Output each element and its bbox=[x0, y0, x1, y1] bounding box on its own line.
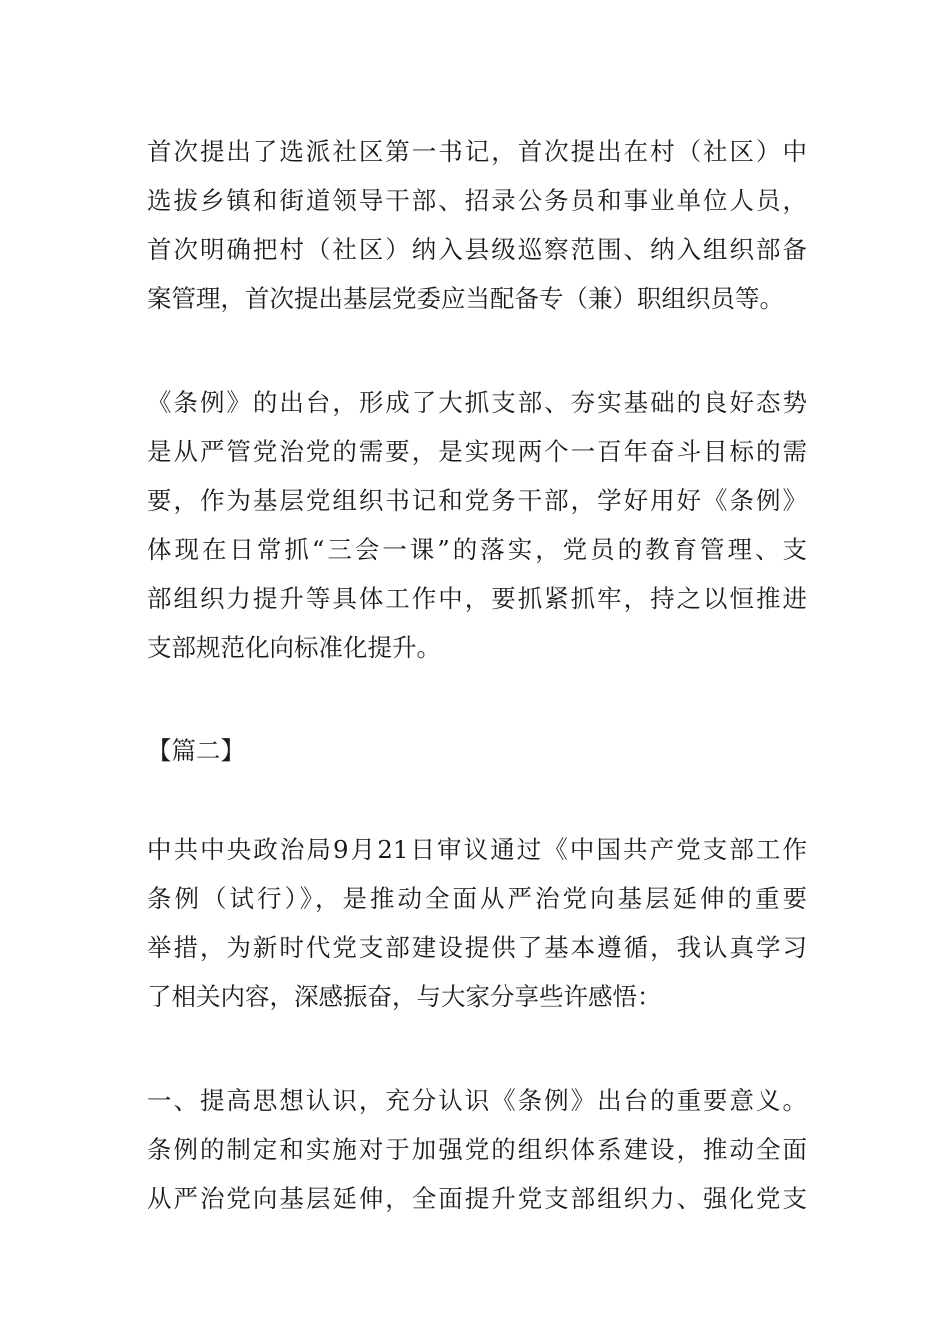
text-line: 从严治党向基层延伸，全面提升党支部组织力、强化党支 bbox=[147, 1184, 807, 1213]
text-line: 中共中央政治局9月21日审议通过《中国共产党支部工作 bbox=[147, 835, 807, 864]
text-line: 了相关内容，深感振奋，与大家分享些许感悟： bbox=[147, 982, 662, 1011]
paragraph-first-secretary bbox=[147, 127, 807, 323]
text-line: 支部规范化向标准化提升。 bbox=[147, 633, 441, 662]
paragraph-point-one bbox=[147, 1076, 807, 1223]
text-line: 一、提高思想认识，充分认识《条例》出台的重要意义。 bbox=[147, 1086, 807, 1115]
text-line: 《条例》的出台，形成了大抓支部、夯实基础的良好态势 bbox=[147, 388, 807, 417]
text-line: 部组织力提升等具体工作中，要抓紧抓牢，持之以恒推进 bbox=[147, 584, 807, 613]
text-line: 举措，为新时代党支部建设提供了基本遵循，我认真学习 bbox=[147, 933, 807, 962]
text-line: 条例（试行）》，是推动全面从严治党向基层延伸的重要 bbox=[147, 884, 807, 913]
text-line: 选拔乡镇和街道领导干部、招录公务员和事业单位人员， bbox=[147, 186, 807, 215]
section-heading-part-two bbox=[147, 726, 807, 775]
section-heading: 【篇二】 bbox=[147, 736, 245, 765]
text-line: 首次提出了选派社区第一书记，首次提出在村（社区）中 bbox=[147, 137, 807, 166]
text-line: 条例的制定和实施对于加强党的组织体系建设，推动全面 bbox=[147, 1135, 807, 1164]
text-line: 案管理，首次提出基层党委应当配备专（兼）职组织员等。 bbox=[147, 284, 784, 313]
text-line: 首次明确把村（社区）纳入县级巡察范围、纳入组织部备 bbox=[147, 235, 807, 264]
text-line: 体现在日常抓“三会一课”的落实，党员的教育管理、支 bbox=[147, 535, 807, 564]
paragraph-politburo-review bbox=[147, 825, 807, 1021]
paragraph-regulation-significance bbox=[147, 378, 807, 672]
text-line: 要，作为基层党组织书记和党务干部，学好用好《条例》 bbox=[147, 486, 807, 515]
text-line: 是从严管党治党的需要，是实现两个一百年奋斗目标的需 bbox=[147, 437, 807, 466]
